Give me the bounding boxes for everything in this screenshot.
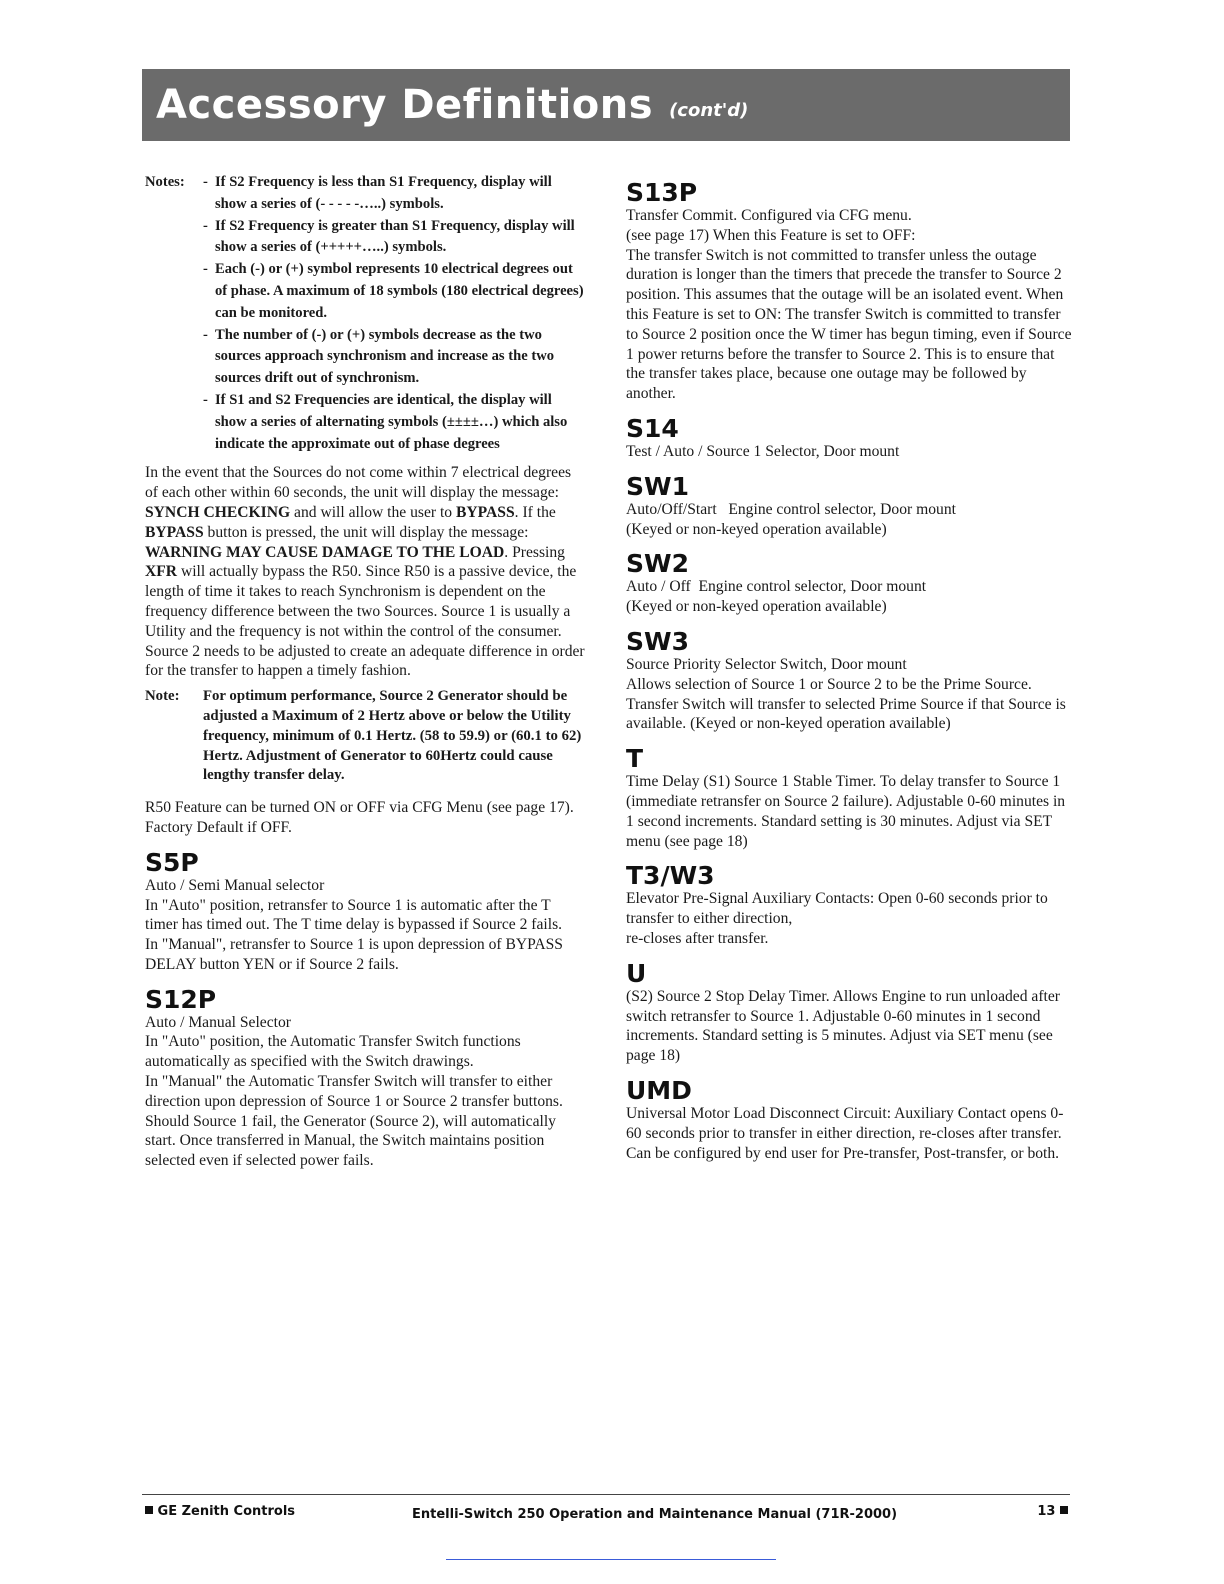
notes-block [145,172,585,455]
list-item: - If S1 and S2 Frequencies are identical, the display will show a series of alternating symbols (±±±±…) which also indicate the approximate out of phase degrees [203,391,568,452]
section-heading: S14 [626,413,679,443]
list-item: - If S2 Frequency is less than S1 Frequency, display will show a series of (- - - - -…..) symbols. [203,174,552,212]
right-column [626,180,1072,1163]
left-column [145,172,585,1171]
page-subtitle: (cont'd) [669,99,749,121]
section-sw2: SW2 Auto / Off Engine control selector, Door mount (Keyed or non-keyed operation available) [626,551,1072,617]
section-s5p: S5P Auto / Semi Manual selector In "Auto" position, retransfer to Source 1 is automatic after the T timer has timed out. The T time delay is bypassed if Source 2 fails. In "Manual", retransfer to Source 1 is upon depression of BYPASS DELAY button YEN or if Source 2 fails. [145,850,585,975]
section-t: T Time Delay (S1) Source 1 Stable Timer. To delay transfer to Source 1 (immediate retransfer on Source 2 failure). Adjustable 0-60 minutes in 1 second increments. Standard setting is 30 minutes. Adjust via SET menu (see page 18) [626,746,1072,851]
note-block [145,687,585,786]
section-umd: UMD Universal Motor Load Disconnect Circuit: Auxiliary Contact opens 0-60 seconds prior to transfer in either direction, re-closes after transfer. Can be configured by end user for Pre-transfer, Post-transfer, or both. [626,1078,1072,1163]
section-heading: S5P [145,847,199,877]
list-item: - Each (-) or (+) symbol represents 10 electrical degrees out of phase. A maximum of 18 symbols (180 electrical degrees) can be monitored. [203,261,584,321]
intro-paragraph: In the event that the Sources do not come within 7 electrical degrees of each other within 60 seconds, the unit will display the message: SYNCH CHECKING and will allow the user to BYPASS. If the BYPASS button is pressed, the unit will display the message: WARNING MAY CAUSE DAMAGE TO THE LOAD. Pressing XFR will actually bypass the R50. Since R50 is a passive device, the length of time it takes to reach Synchronism is dependent on the frequency difference between the two Sources. Source 1 is usually a Utility and the frequency is not within the control of the consumer. Source 2 needs to be adjusted to create an adequate difference in order for the transfer to happen a timely fashion. [145,464,585,680]
section-s14: S14 Test / Auto / Source 1 Selector, Door mount [626,416,1072,462]
section-s12p: S12P Auto / Manual Selector In "Auto" position, the Automatic Transfer Switch functions automatically as specified with the Switch drawings. In "Manual" the Automatic Transfer Switch will transfer to either direction upon depression of Source 1 or Source 2 transfer buttons. Should Source 1 fail, the Generator (Source 2), will automatically start. Once transferred in Manual, the Switch maintains position selected even if selected power fails. [145,987,585,1171]
square-bullet-icon [145,1506,153,1514]
note-label: Note: [145,688,180,705]
bottom-link-line [446,1559,776,1560]
note-text: For optimum performance, Source 2 Generator should be adjusted a Maximum of 2 Hertz above or below the Utility frequency, minimum of 0.1 Hertz. (58 to 59.9) or (60.1 to 62) Hertz. Adjustment of Generator to 60Hertz could cause lengthy transfer delay. [203,688,582,784]
title-banner [142,69,1070,141]
section-heading: SW3 [626,626,689,656]
section-heading: T3/W3 [626,861,715,891]
section-heading: SW1 [626,471,689,501]
notes-list [203,172,585,455]
section-heading: T [626,744,644,774]
section-heading: SW2 [626,549,689,579]
list-item: - If S2 Frequency is greater than S1 Frequency, display will show a series of (+++++…..) symbols. [203,217,575,256]
section-heading: UMD [626,1075,692,1105]
list-item: - The number of (-) or (+) symbols decrease as the two sources approach synchronism and increase as the two sources drift out of synchronism. [203,326,555,387]
section-sw3: SW3 Source Priority Selector Switch, Door mount Allows selection of Source 1 or Source 2 to be the Prime Source. Transfer Switch will transfer to selected Prime Source if that Source is available. (Keyed or non-keyed operation available) [626,629,1072,734]
section-heading: S12P [145,984,217,1014]
section-sw1: SW1 Auto/Off/Start Engine control selector, Door mount (Keyed or non-keyed operation available) [626,474,1072,540]
notes-label: Notes: [145,174,185,190]
r50-paragraph: R50 Feature can be turned ON or OFF via CFG Menu (see page 17). Factory Default if OFF. [145,799,574,836]
section-heading: U [626,958,647,988]
section-u: U (S2) Source 2 Stop Delay Timer. Allows Engine to run unloaded after switch retransfer to Source 1. Adjustable 0-60 minutes in 1 second increments. Standard setting is 5 minutes. Adjust via SET menu (see page 18) [626,961,1072,1066]
footer-manual-title: Entelli-Switch 250 Operation and Maintenance Manual (71R-2000) [412,1507,898,1522]
section-s13p: S13P Transfer Commit. Configured via CFG menu. (see page 17) When this Feature is set to OFF: The transfer Switch is not committed to transfer unless the outage duration is longer than the timers that precede the transfer to Source 2 position. This assumes that the outage will be an isolated event. When this Feature is set to ON: The transfer Switch is committed to transfer to Source 2 position once the W timer has begun timing, even if Source 1 power returns before the transfer to Source 2. This is to ensure that the transfer takes place, because one outage may be followed by another. [626,178,1072,403]
footer-divider [142,1494,1070,1495]
page-title: Accessory Definitions [156,82,654,128]
section-t3w3: T3/W3 Elevator Pre-Signal Auxiliary Contacts: Open 0-60 seconds prior to transfer to either direction, re-closes after transfer. [626,863,1072,948]
section-heading: S13P [626,178,698,207]
footer-page-number: 13 [1037,1504,1068,1519]
square-bullet-icon [1060,1506,1068,1514]
footer-company: GE Zenith Controls [145,1504,295,1519]
